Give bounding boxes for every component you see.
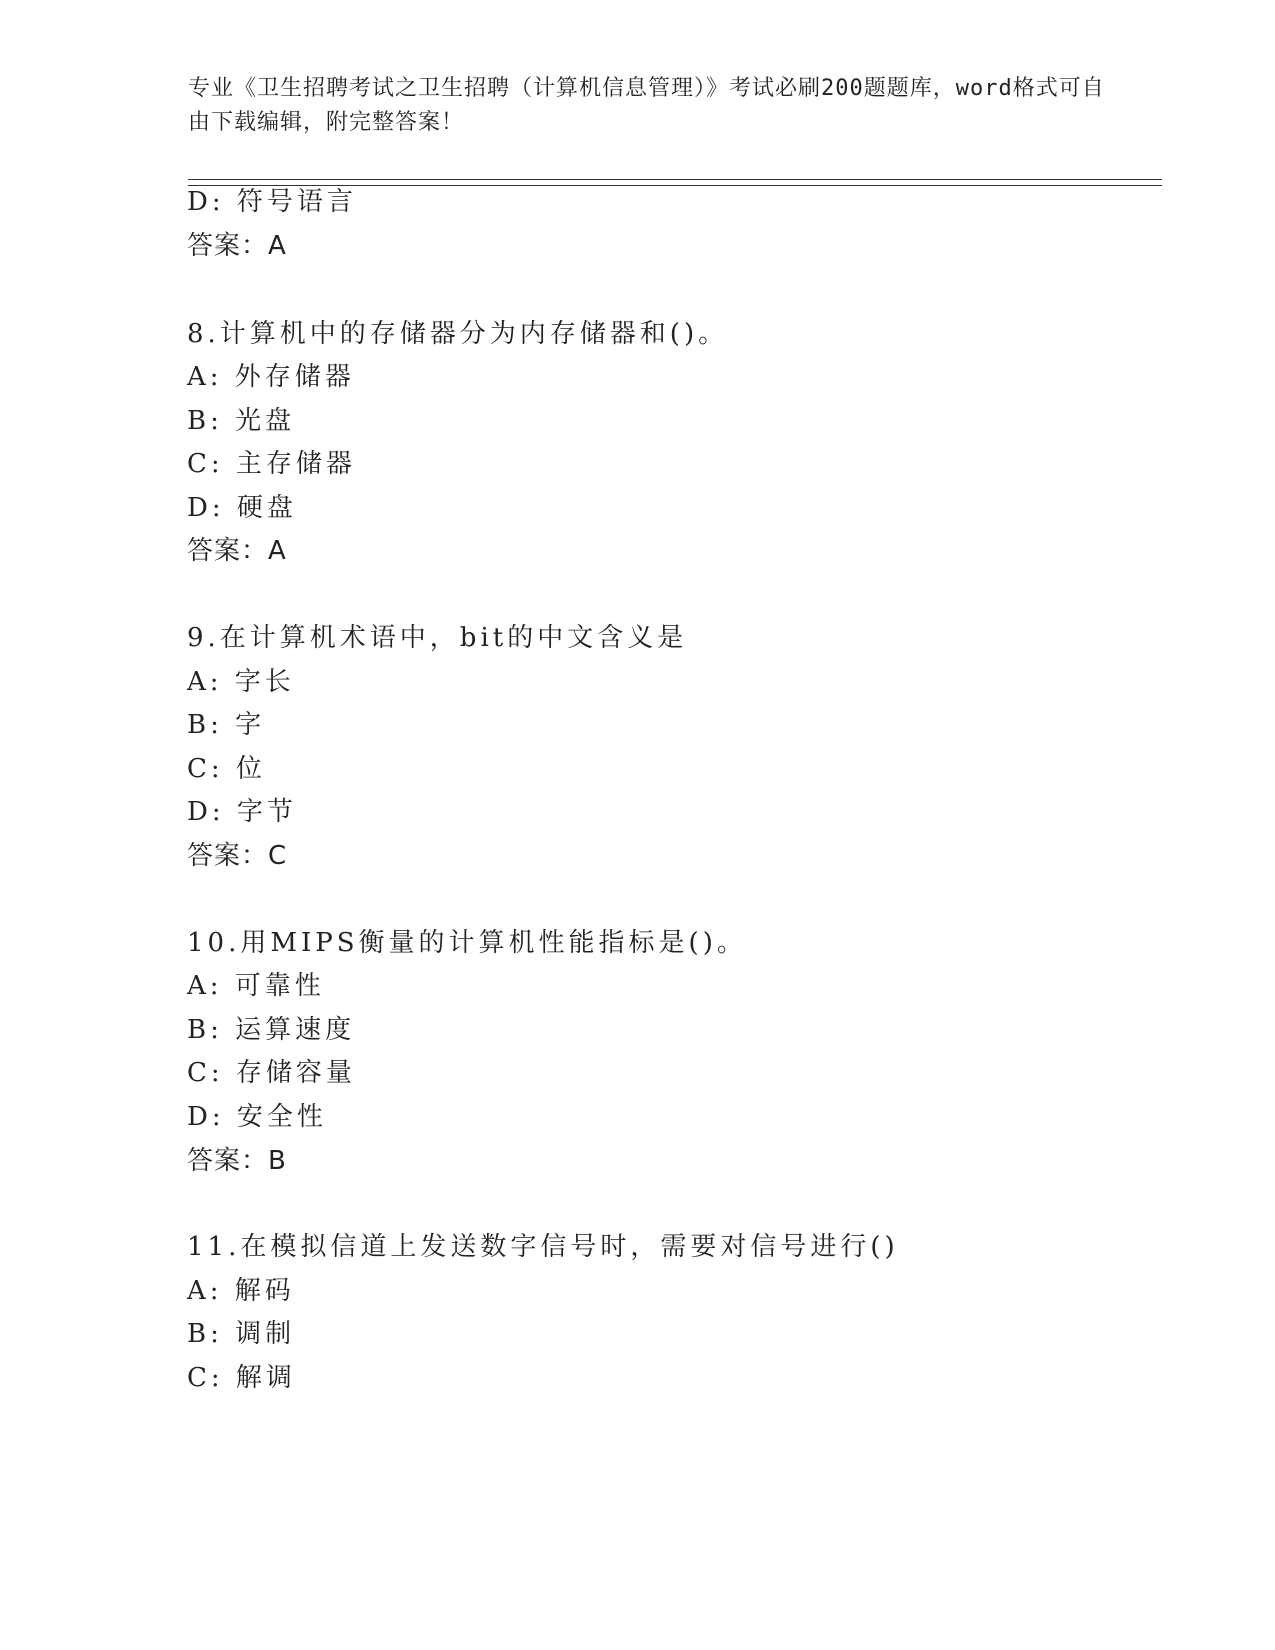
q7-answer: 答案：A [187, 231, 287, 261]
q7-option-d: D: 符号语言 [187, 187, 357, 217]
q11-option-a: A: 解码 [187, 1276, 295, 1306]
q9-option-d: D: 字节 [187, 797, 297, 827]
document-header: 专业《卫生招聘考试之卫生招聘（计算机信息管理）》考试必刷200题题库，word格式可自由下载编辑，附完整答案！ [188, 76, 1105, 135]
q10-option-b: B: 运算速度 [187, 1015, 356, 1045]
q9-answer: 答案：C [187, 841, 288, 871]
q10-answer: 答案：B [187, 1146, 287, 1176]
q11-question: 11.在模拟信道上发送数字信号时，需要对信号进行() [187, 1232, 899, 1262]
q10-option-c: C: 存储容量 [187, 1058, 356, 1088]
q8-option-c: C: 主存储器 [187, 449, 356, 479]
q10-question: 10.用MIPS衡量的计算机性能指标是()。 [187, 928, 747, 958]
q11-option-b: B: 调制 [187, 1319, 296, 1349]
q8-option-d: D: 硬盘 [187, 493, 297, 523]
q8-option-b: B: 光盘 [187, 406, 296, 436]
q9-question: 9.在计算机术语中，bit的中文含义是 [187, 623, 688, 653]
q9-option-a: A: 字长 [187, 667, 295, 697]
q9-option-c: C: 位 [187, 754, 266, 784]
q8-answer: 答案：A [187, 536, 287, 566]
q8-option-a: A: 外存储器 [187, 362, 355, 392]
q10-option-a: A: 可靠性 [187, 971, 325, 1001]
q8-question: 8.计算机中的存储器分为内存储器和()。 [187, 319, 729, 349]
q10-option-d: D: 安全性 [187, 1102, 327, 1132]
q11-option-c: C: 解调 [187, 1363, 296, 1393]
header-divider [188, 179, 1162, 186]
q9-option-b: B: 字 [187, 710, 266, 740]
